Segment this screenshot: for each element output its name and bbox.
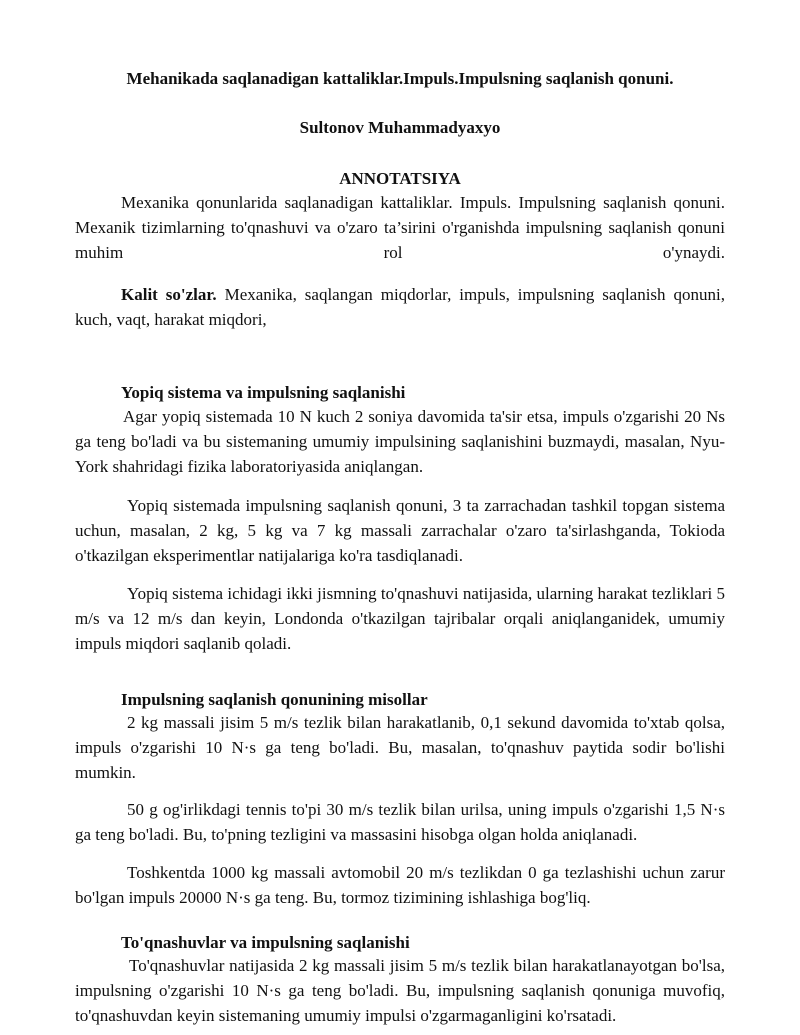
keywords-paragraph [75, 282, 725, 332]
section-heading: Impulsning saqlanish qonunining misollar [121, 690, 428, 709]
section-paragraph: To'qnashuvlar natijasida 2 kg massali jisim 5 m/s tezlik bilan harakatlanayotgan bo'lsa, impulsning o'zgarishi 10 N·s ga teng bo'ladi. Bu, impulsning saqlanish qonuniga muvofiq, to'qnashuvdan keyin sistemaning umumiy impulsi o'zgarmaganligini ko'rsatadi. [75, 956, 725, 1025]
document-title: Mehanikada saqlanadigan kattaliklar.Impuls.Impulsning saqlanish qonuni. [126, 69, 674, 88]
section-paragraph: Yopiq sistema ichidagi ikki jismning to'qnashuvi natijasida, ularning harakat tezliklari 5 m/s va 12 m/s dan keyin, Londonda o'tkazilgan tajribalar orqali aniqlanganidek, umumiy impuls miqdori saqlanib qoladi. [75, 584, 725, 653]
section-paragraph: Agar yopiq sistemada 10 N kuch 2 soniya davomida ta'sir etsa, impuls o'zgarishi 20 Ns ga teng bo'ladi va bu sistemaning umumiy impulsining saqlanishini buzmaydi, masalan, Nyu-York shahridagi fizika laboratoriyasida aniqlangan. [75, 407, 725, 476]
section-heading: Yopiq sistema va impulsning saqlanishi [121, 383, 406, 402]
keywords-label: Kalit so'zlar. [121, 285, 217, 304]
section-paragraph: 2 kg massali jisim 5 m/s tezlik bilan harakatlanib, 0,1 sekund davomida to'xtab qolsa, impuls o'zgarishi 10 N·s ga teng bo'ladi. Bu, masalan, to'qnashuv paytida sodir bo'lishi mumkin. [75, 713, 725, 782]
author-name: Sultonov Muhammadyaxyo [299, 118, 501, 137]
section-paragraph: 50 g og'irlikdagi tennis to'pi 30 m/s tezlik bilan urilsa, uning impuls o'zgarishi 1,5 N·s ga teng bo'ladi. Bu, to'pning tezligini va massasini hisobga olgan holda aniqlanadi. [75, 800, 725, 844]
annotation-heading: ANNOTATSIYA [339, 169, 461, 188]
keywords-text: Mexanika, saqlangan miqdorlar, impuls, impulsning saqlanish qonuni, kuch, vaqt, harakat miqdori, [75, 285, 725, 329]
annotation-text: Mexanika qonunlarida saqlanadigan kattaliklar. Impuls. Impulsning saqlanish qonuni. Mexanik tizimlarning to'qnashuvi va o'zaro ta’sirini o'rganishda impulsning saqlanish qonuni muhim rol o'ynaydi. [75, 193, 725, 262]
section-paragraph: Yopiq sistemada impulsning saqlanish qonuni, 3 ta zarrachadan tashkil topgan sistema uchun, masalan, 2 kg, 5 kg va 7 kg massali zarrachalar o'zaro ta'sirlashganda, Tokioda o'tkazilgan eksperimentlar natijalariga ko'ra tasdiqlanadi. [75, 496, 725, 565]
section-heading: To'qnashuvlar va impulsning saqlanishi [121, 933, 410, 952]
section-paragraph: Toshkentda 1000 kg massali avtomobil 20 m/s tezlikdan 0 ga tezlashishi uchun zarur bo'lgan impuls 20000 N·s ga teng. Bu, tormoz tizimining ishlashiga bog'liq. [75, 863, 725, 907]
